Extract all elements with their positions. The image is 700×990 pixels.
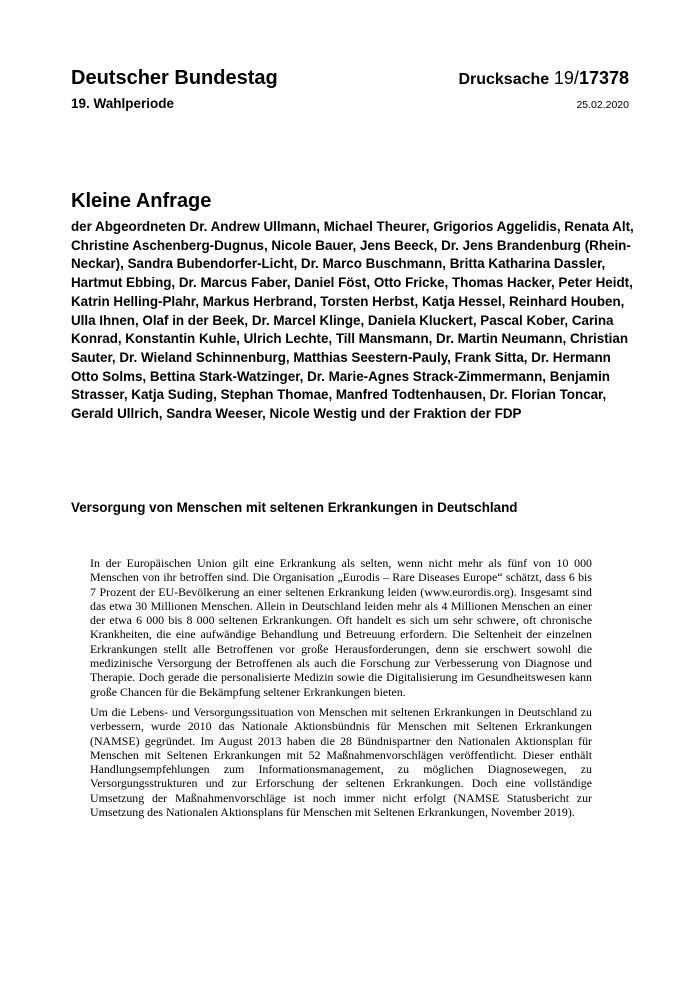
authors-list: der Abgeordneten Dr. Andrew Ullmann, Michael Theurer, Grigorios Aggelidis, Renata Alt, Christine Aschenberg-Dugnus, Nicole Bauer, Jens Beeck, Dr. Jens Brandenburg (Rhein-Neckar), Sandra Bubendorfer-Licht, Dr. Marco Buschmann, Britta Katharina Dassler, Hartmut Ebbing, Dr. Marcus Faber, Daniel Föst, Otto Fricke, Thomas Hacker, Peter Heidt, Katrin Helling-Plahr, Markus Herbrand, Torsten Herbst, Katja Hessel, Reinhard Houben, Ulla Ihnen, Olaf in der Beek, Dr. Marcel Klinge, Daniela Kluckert, Pascal Kober, Carina Konrad, Konstantin Kuhle, Ulrich Lechte, Till Mansmann, Dr. Martin Neumann, Christian Sauter, Dr. Wieland Schinnenburg, Matthias Seestern-Pauly, Frank Sitta, Dr. Hermann Otto Solms, Bettina Stark-Watzinger, Dr. Marie-Agnes Strack-Zimmermann, Benjamin Strasser, Katja Suding, Stephan Thomae, Manfred Todtenhausen, Dr. Florian Toncar, Gerald Ullrich, Sandra Weeser, Nicole Westig und der Fraktion der FDP	[71, 219, 634, 422]
document-header-right	[458, 67, 629, 112]
document-header-left	[71, 66, 278, 112]
body-paragraph: In der Europäischen Union gilt eine Erkrankung als selten, wenn nicht mehr als fünf von 10 000 Menschen von ihr betroffen sind. Die Organisation „Eurodis – Rare Diseases Europe“ schätzt, dass 6 bis 7 Prozent der EU-Bevölkerung an einer seltenen Erkrankung leiden (www.eurordis.org). Insgesamt sind das etwa 30 Millionen Menschen. Allein in Deutschland leiden mehr als 4 Millionen Menschen an einer der etwa 6 000 bis 8 000 seltenen Erkrankungen. Oft handelt es sich um sehr schwere, oft chronische Krankheiten, die eine aufwändige Behandlung und Betreuung erfordern. Die Seltenheit der einzelnen Erkrankungen stellt alle Betroffenen vor große Herausforderungen, denn sie erschwert sowohl die medizinische Versorgung der Betroffenen als auch die Forschung zur Verbesserung von Diagnose und Therapie. Doch gerade die personalisierte Medizin sowie die Digitalisierung im Gesundheitswesen kann große Chancen für die Bekämpfung seltener Erkrankungen bieten.	[90, 556, 592, 699]
document-type-title: Kleine Anfrage	[71, 190, 212, 212]
body-paragraph: Um die Lebens- und Versorgungssituation von Menschen mit seltenen Erkrankungen in Deutschland zu verbessern, wurde 2010 das Nationale Aktionsbündnis für Menschen mit Seltenen Erkrankungen (NAMSE) gegründet. Im August 2013 haben die 28 Bündnispartner den Nationalen Aktionsplan für Menschen mit Seltenen Erkrankungen mit 52 Maßnahmenvorschlägen veröffentlicht. Dieser enthält Handlungsempfehlungen zum Informationsmanagement, zu möglichen Diagnosewegen, zu Versorgungsstrukturen und zur Erforschung der seltenen Erkrankungen. Doch eine vollständige Umsetzung der Maßnahmenvorschläge ist noch immer nicht erfolgt (NAMSE Statusbericht zur Umsetzung des Nationalen Aktionsplans für Menschen mit Seltenen Erkrankungen, November 2019).	[90, 704, 592, 820]
electoral-period: 19. Wahlperiode	[71, 96, 175, 111]
body-text	[90, 556, 592, 825]
drucksache-label: Drucksache	[458, 71, 550, 88]
document-date: 25.02.2020	[576, 99, 629, 111]
drucksache-reference	[458, 67, 629, 91]
inquiry-subject: Versorgung von Menschen mit seltenen Erkrankungen in Deutschland	[71, 500, 518, 515]
drucksache-document-number: 17378	[578, 68, 629, 88]
parliament-name: Deutscher Bundestag	[71, 67, 278, 89]
drucksache-period-number: 19/	[553, 68, 579, 88]
